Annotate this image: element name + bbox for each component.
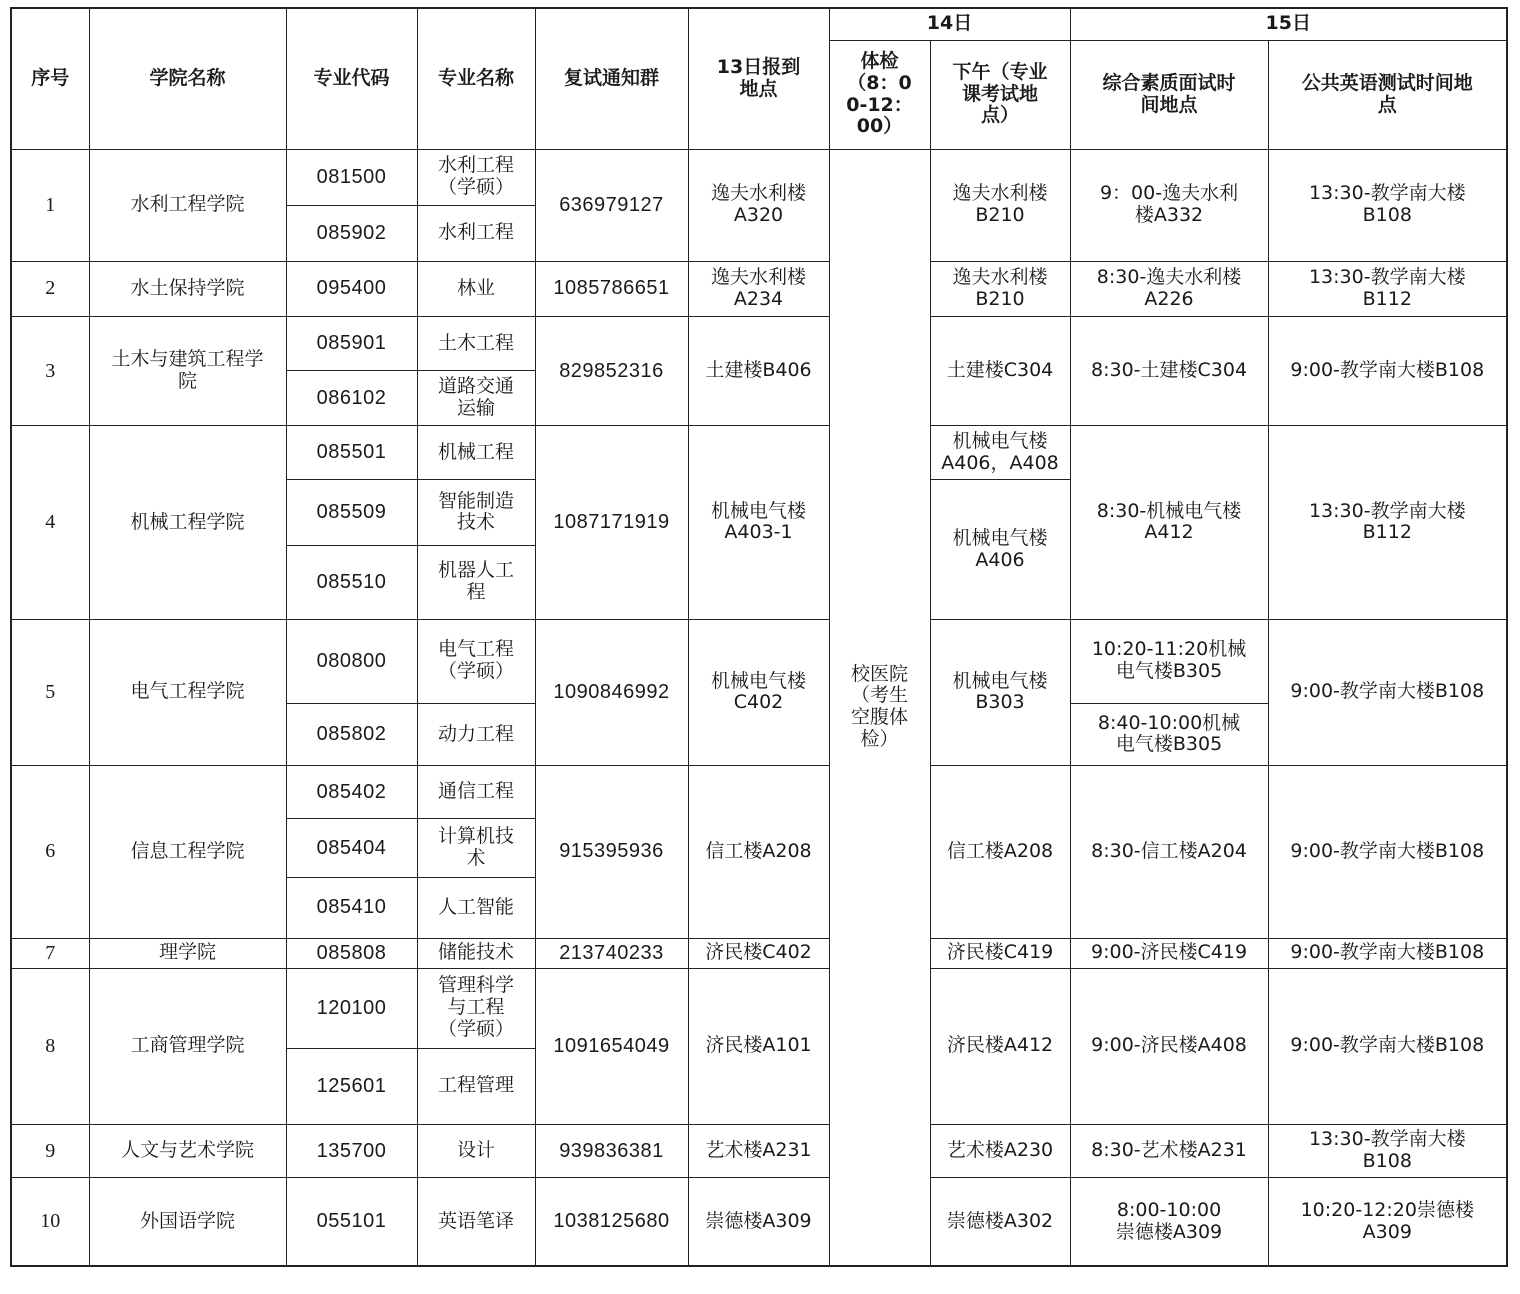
cell-group: 636979127 — [535, 149, 688, 261]
table-row — [11, 1178, 1507, 1266]
header-major: 专业名称 — [417, 8, 535, 149]
cell-code: 085402 — [286, 766, 417, 819]
table-row — [11, 149, 1507, 205]
cell-english: 9:00-教学南大楼B108 — [1268, 619, 1507, 765]
cell-group: 1090846992 — [535, 619, 688, 765]
cell-report: 土建楼B406 — [688, 316, 829, 425]
cell-college: 人文与艺术学院 — [89, 1125, 286, 1178]
cell-interview: 8:00-10:00 崇德楼A309 — [1070, 1178, 1268, 1266]
cell-interview: 8:30-土建楼C304 — [1070, 316, 1268, 425]
cell-college: 信息工程学院 — [89, 766, 286, 938]
cell-code: 085404 — [286, 819, 417, 878]
cell-code: 135700 — [286, 1125, 417, 1178]
cell-major: 机器人工 程 — [417, 545, 535, 619]
cell-report: 济民楼A101 — [688, 968, 829, 1124]
cell-major: 工程管理 — [417, 1048, 535, 1124]
cell-report: 艺术楼A231 — [688, 1125, 829, 1178]
cell-exam: 逸夫水利楼 B210 — [930, 261, 1070, 316]
cell-report: 机械电气楼 C402 — [688, 619, 829, 765]
cell-code: 085410 — [286, 878, 417, 938]
header-report-13: 13日报到 地点 — [688, 8, 829, 149]
table-row — [11, 261, 1507, 316]
cell-group: 939836381 — [535, 1125, 688, 1178]
cell-exam: 机械电气楼 A406，A408 — [930, 426, 1070, 480]
cell-seq: 3 — [11, 316, 89, 425]
cell-exam: 信工楼A208 — [930, 766, 1070, 938]
table-row — [11, 426, 1507, 480]
cell-report: 逸夫水利楼 A320 — [688, 149, 829, 261]
header-seq: 序号 — [11, 8, 89, 149]
table-body — [11, 149, 1507, 1266]
cell-major: 机械工程 — [417, 426, 535, 480]
cell-interview: 9：00-逸夫水利 楼A332 — [1070, 149, 1268, 261]
cell-code: 085510 — [286, 545, 417, 619]
cell-code: 120100 — [286, 968, 417, 1048]
table-row — [11, 1125, 1507, 1178]
cell-major: 设计 — [417, 1125, 535, 1178]
cell-seq: 10 — [11, 1178, 89, 1266]
cell-group: 1085786651 — [535, 261, 688, 316]
header-group: 复试通知群 — [535, 8, 688, 149]
cell-major: 人工智能 — [417, 878, 535, 938]
cell-group: 1038125680 — [535, 1178, 688, 1266]
cell-group: 213740233 — [535, 938, 688, 968]
header-physical: 体检 （8：0 0-12： 00） — [829, 40, 930, 149]
cell-exam: 济民楼A412 — [930, 968, 1070, 1124]
cell-code: 055101 — [286, 1178, 417, 1266]
cell-english: 9:00-教学南大楼B108 — [1268, 316, 1507, 425]
cell-seq: 6 — [11, 766, 89, 938]
cell-major: 管理科学 与工程 （学硕） — [417, 968, 535, 1048]
cell-english: 13:30-教学南大楼 B108 — [1268, 1125, 1507, 1178]
cell-major: 水利工程 （学硕） — [417, 149, 535, 205]
cell-college: 外国语学院 — [89, 1178, 286, 1266]
cell-college: 水土保持学院 — [89, 261, 286, 316]
header-english-15: 公共英语测试时间地 点 — [1268, 40, 1507, 149]
cell-college: 机械工程学院 — [89, 426, 286, 619]
cell-college: 电气工程学院 — [89, 619, 286, 765]
cell-seq: 2 — [11, 261, 89, 316]
table-row — [11, 938, 1507, 968]
cell-major: 电气工程 （学硕） — [417, 619, 535, 703]
cell-exam: 机械电气楼 A406 — [930, 480, 1070, 619]
cell-code: 085902 — [286, 205, 417, 261]
cell-english: 10:20-12:20崇德楼 A309 — [1268, 1178, 1507, 1266]
cell-english: 13:30-教学南大楼 B112 — [1268, 261, 1507, 316]
cell-interview: 9:00-济民楼A408 — [1070, 968, 1268, 1124]
cell-seq: 1 — [11, 149, 89, 261]
cell-major: 土木工程 — [417, 316, 535, 370]
schedule-table — [10, 7, 1508, 1267]
cell-interview: 9:00-济民楼C419 — [1070, 938, 1268, 968]
cell-group: 1087171919 — [535, 426, 688, 619]
cell-major: 动力工程 — [417, 703, 535, 765]
cell-college: 理学院 — [89, 938, 286, 968]
cell-report: 信工楼A208 — [688, 766, 829, 938]
cell-exam: 崇德楼A302 — [930, 1178, 1070, 1266]
table-header — [11, 8, 1507, 149]
header-exam-14: 下午（专业 课考试地 点） — [930, 40, 1070, 149]
cell-code: 085509 — [286, 480, 417, 545]
cell-major: 水利工程 — [417, 205, 535, 261]
cell-report: 济民楼C402 — [688, 938, 829, 968]
cell-college: 水利工程学院 — [89, 149, 286, 261]
cell-code: 085808 — [286, 938, 417, 968]
cell-code: 081500 — [286, 149, 417, 205]
table-row — [11, 619, 1507, 703]
cell-major: 英语笔译 — [417, 1178, 535, 1266]
cell-seq: 7 — [11, 938, 89, 968]
table-row — [11, 766, 1507, 819]
cell-group: 1091654049 — [535, 968, 688, 1124]
cell-major: 智能制造 技术 — [417, 480, 535, 545]
cell-exam: 机械电气楼 B303 — [930, 619, 1070, 765]
header-day-14: 14日 — [829, 8, 1070, 40]
cell-group: 915395936 — [535, 766, 688, 938]
cell-interview: 8:40-10:00机械 电气楼B305 — [1070, 703, 1268, 765]
header-day-15: 15日 — [1070, 8, 1507, 40]
cell-exam: 济民楼C419 — [930, 938, 1070, 968]
cell-group: 829852316 — [535, 316, 688, 425]
cell-exam: 逸夫水利楼 B210 — [930, 149, 1070, 261]
cell-major: 储能技术 — [417, 938, 535, 968]
cell-english: 9:00-教学南大楼B108 — [1268, 766, 1507, 938]
cell-english: 9:00-教学南大楼B108 — [1268, 968, 1507, 1124]
cell-interview: 8:30-逸夫水利楼 A226 — [1070, 261, 1268, 316]
cell-interview: 8:30-机械电气楼 A412 — [1070, 426, 1268, 619]
cell-physical-exam: 校医院 （考生 空腹体 检） — [829, 149, 930, 1266]
cell-major: 通信工程 — [417, 766, 535, 819]
cell-interview: 8:30-信工楼A204 — [1070, 766, 1268, 938]
cell-english: 9:00-教学南大楼B108 — [1268, 938, 1507, 968]
table-row — [11, 316, 1507, 370]
cell-code: 085802 — [286, 703, 417, 765]
cell-english: 13:30-教学南大楼 B108 — [1268, 149, 1507, 261]
cell-code: 085901 — [286, 316, 417, 370]
cell-code: 080800 — [286, 619, 417, 703]
cell-major: 道路交通 运输 — [417, 371, 535, 426]
header-college: 学院名称 — [89, 8, 286, 149]
cell-exam: 艺术楼A230 — [930, 1125, 1070, 1178]
cell-seq: 4 — [11, 426, 89, 619]
cell-exam: 土建楼C304 — [930, 316, 1070, 425]
cell-code: 086102 — [286, 371, 417, 426]
cell-report: 崇德楼A309 — [688, 1178, 829, 1266]
cell-college: 土木与建筑工程学 院 — [89, 316, 286, 425]
cell-college: 工商管理学院 — [89, 968, 286, 1124]
cell-major: 计算机技 术 — [417, 819, 535, 878]
cell-seq: 5 — [11, 619, 89, 765]
table-row — [11, 968, 1507, 1048]
cell-code: 095400 — [286, 261, 417, 316]
cell-major: 林业 — [417, 261, 535, 316]
cell-seq: 9 — [11, 1125, 89, 1178]
header-code: 专业代码 — [286, 8, 417, 149]
cell-report: 逸夫水利楼 A234 — [688, 261, 829, 316]
cell-seq: 8 — [11, 968, 89, 1124]
cell-interview: 8:30-艺术楼A231 — [1070, 1125, 1268, 1178]
cell-interview: 10:20-11:20机械 电气楼B305 — [1070, 619, 1268, 703]
header-interview-15: 综合素质面试时 间地点 — [1070, 40, 1268, 149]
cell-code: 085501 — [286, 426, 417, 480]
cell-english: 13:30-教学南大楼 B112 — [1268, 426, 1507, 619]
cell-code: 125601 — [286, 1048, 417, 1124]
cell-report: 机械电气楼 A403-1 — [688, 426, 829, 619]
